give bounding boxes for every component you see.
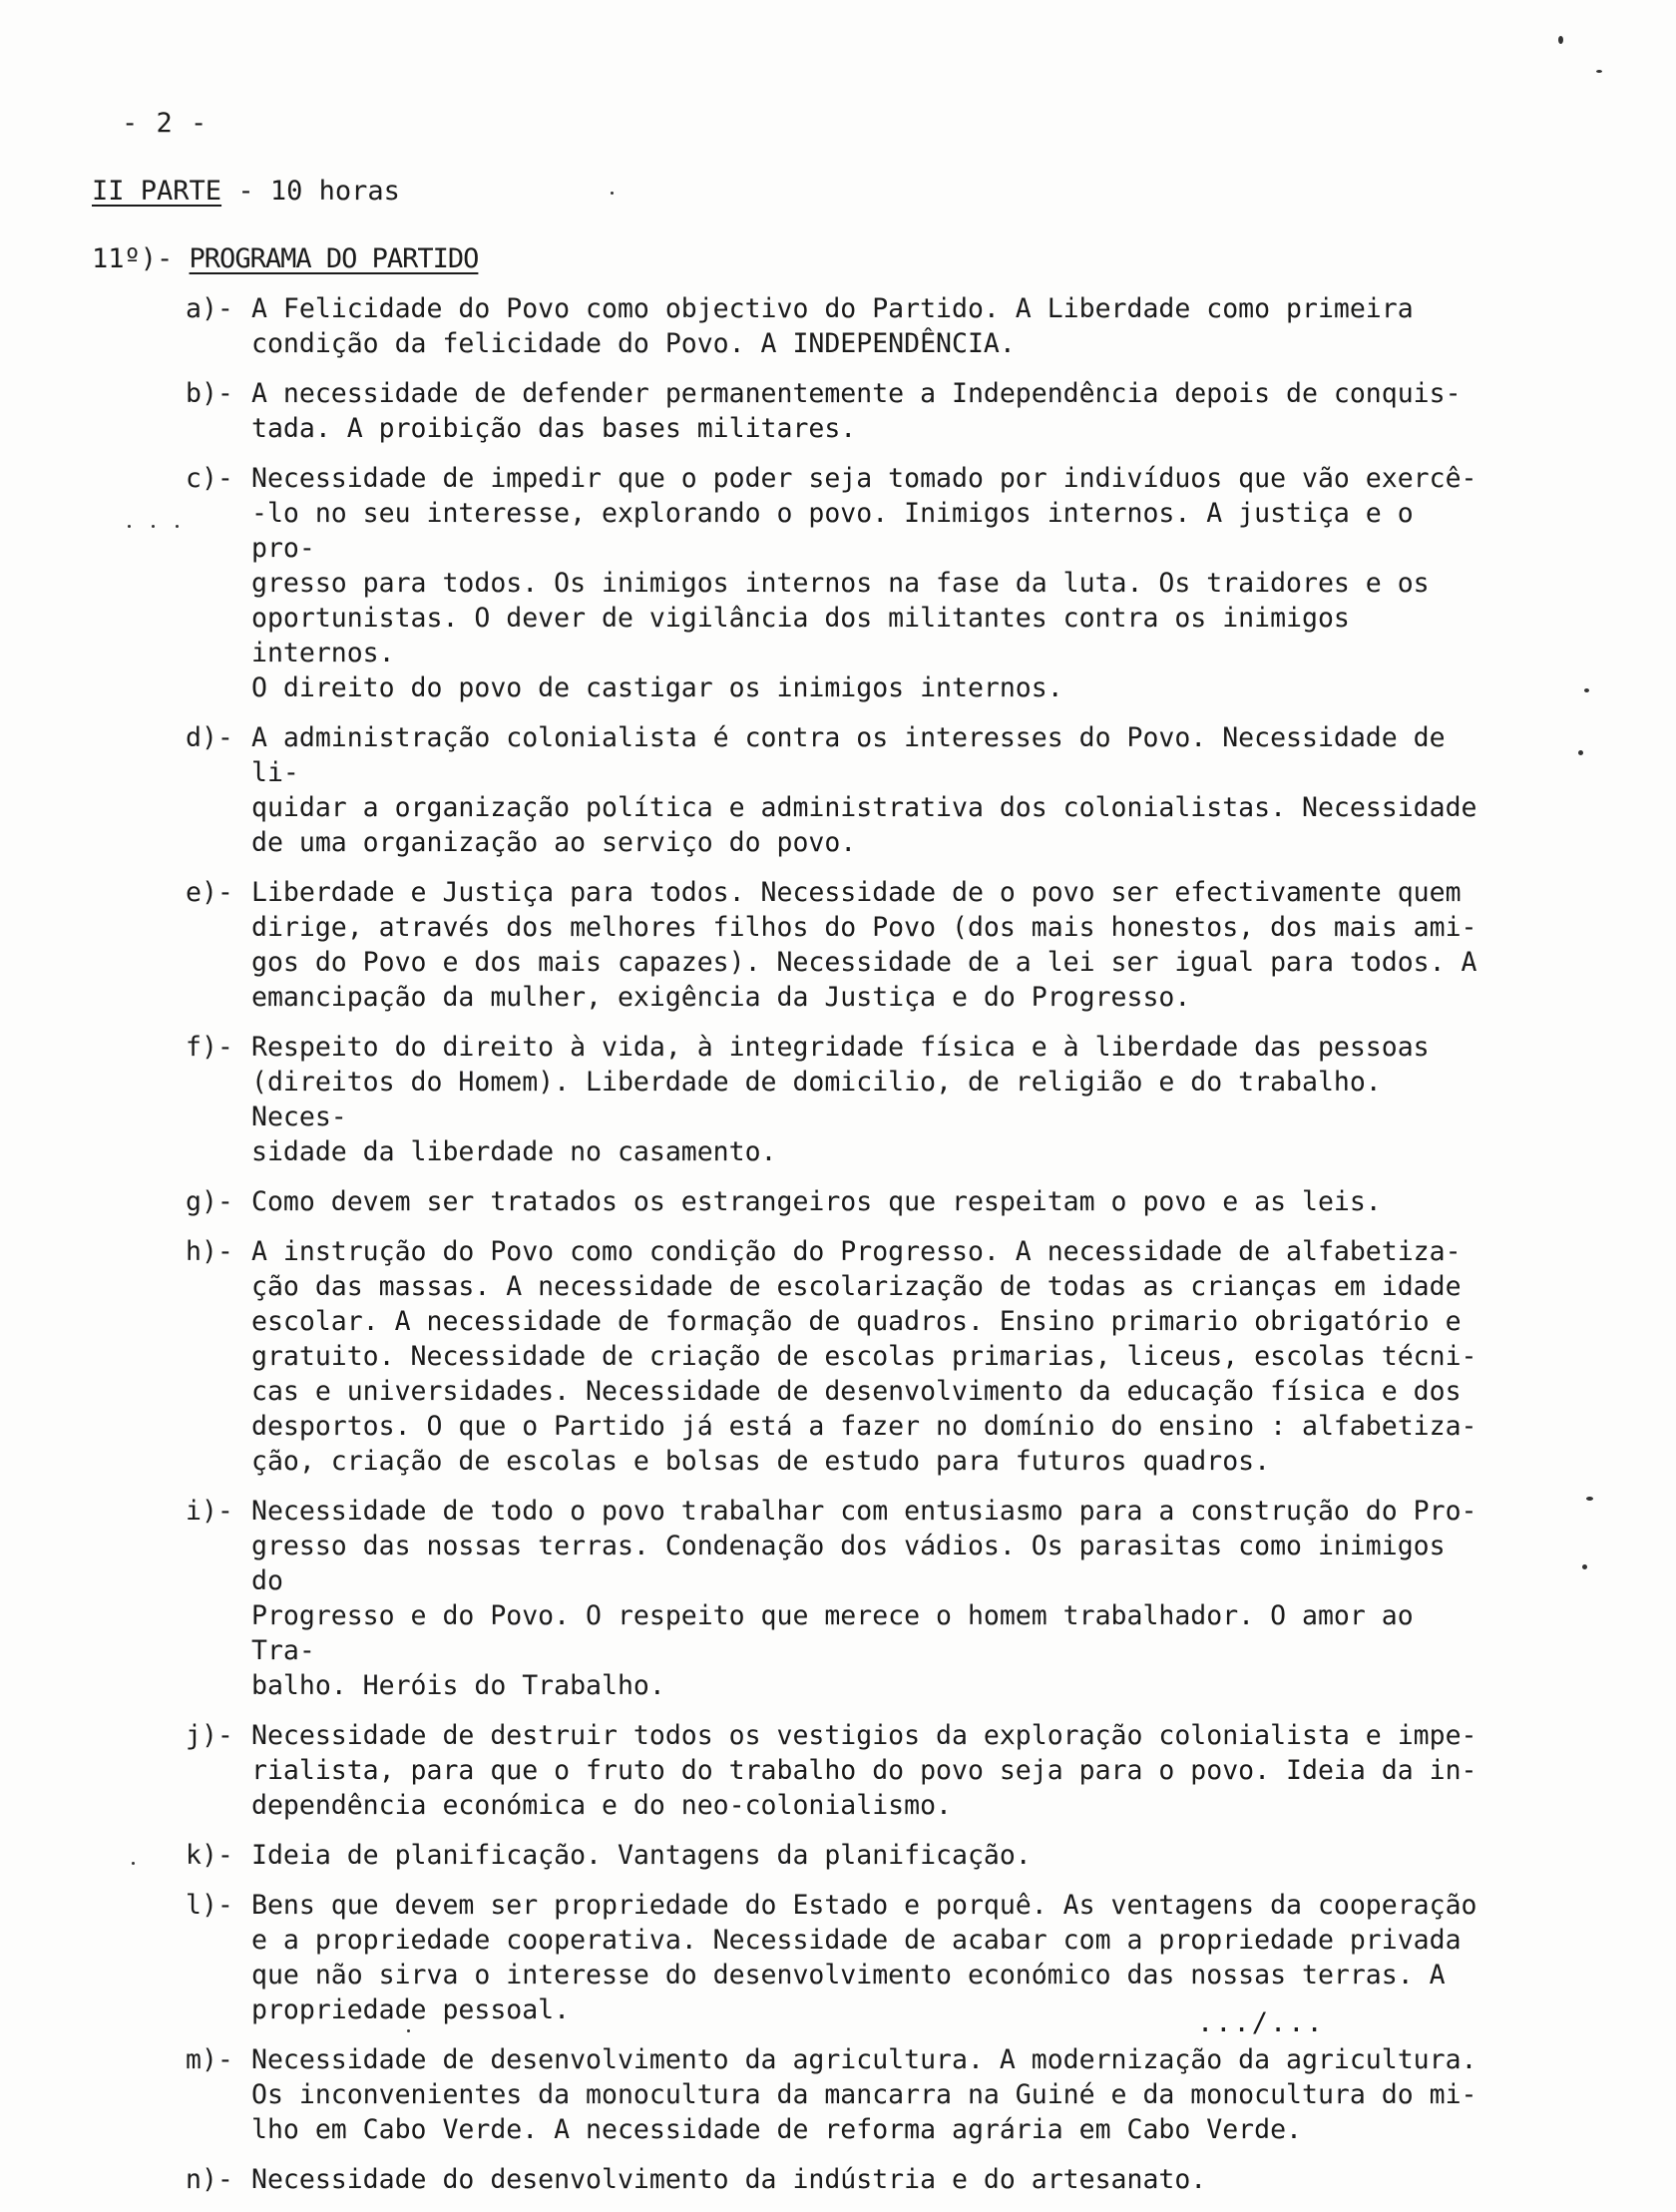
item-label: g)- (186, 1186, 233, 1217)
item-label: i)- (186, 1496, 233, 1527)
item-text: Liberdade e Justiça para todos. Necessidade de o povo ser efectivamente quem dirige, através dos melhores filhos do Povo (dos mais honestos, dos mais ami- gos do Povo e dos mais capazes). Necessidade de a lei ser igual para todos. A emancipação da mulher, exigência da Justiça e do Progresso. (251, 877, 1477, 1013)
item-label: d)- (186, 722, 233, 753)
section-number: 11º)- (92, 243, 174, 274)
scan-speck (1578, 750, 1583, 755)
program-item-d (186, 720, 1492, 860)
scan-speck (132, 1862, 135, 1865)
item-label: e)- (186, 877, 233, 908)
item-text: Ideia de planificação. Vantagens da planificação. (251, 1840, 1032, 1871)
program-item-c (186, 461, 1492, 705)
item-label: k)- (186, 1840, 233, 1871)
page-number: - 2 - (122, 108, 209, 139)
item-text: Necessidade de destruir todos os vestigios da exploração colonialista e impe- rialista, para que o fruto do trabalho do povo seja para o povo. Ideia da in- dependência económica e do neo-colonialismo. (251, 1720, 1477, 1821)
item-label: h)- (186, 1236, 233, 1267)
scan-speck (176, 525, 179, 528)
item-text: A instrução do Povo como condição do Progresso. A necessidade de alfabetiza- ção das massas. A necessidade de escolarização de todas as crianças em idade escolar. A necessidade de formação de quadros. Ensino primario obrigatório e gratuito. Necessidade de criação de escolas primarias, liceus, escolas técni- cas e universidades. Necessidade de desenvolvimento da educação física e dos desportos. O que o Partido já está a fazer no domínio do ensino : alfabetiza- ção, criação de escolas e bolsas de estudo para futuros quadros. (251, 1236, 1477, 1477)
program-item-f (186, 1030, 1492, 1169)
item-text: Necessidade de impedir que o poder seja tomado por indivíduos que vão exercê- -lo no seu interesse, explorando o povo. Inimigos internos. A justiça e o pro- gresso para todos. Os inimigos internos na fase da luta. Os traidores e os oportunistas. O dever de vigilância dos militantes contra os inimigos internos. O direito do povo de castigar os inimigos internos. (251, 463, 1477, 703)
section-heading (92, 243, 478, 274)
program-item-e (186, 875, 1492, 1015)
scan-speck (1596, 70, 1602, 73)
part-heading (92, 176, 400, 207)
continuation-mark: .../... (1197, 2007, 1325, 2038)
item-label: n)- (186, 2164, 233, 2195)
scan-speck (152, 525, 155, 528)
item-text: Necessidade de desenvolvimento da agricultura. A modernização da agricultura. Os inconvenientes da monocultura da mancarra na Guiné e da monocultura do mi- lho em Cabo Verde. A necessidade de reforma agrária em Cabo Verde. (251, 2044, 1477, 2145)
scan-speck (407, 2029, 410, 2032)
item-label: l)- (186, 1890, 233, 1921)
program-item-list (186, 291, 1492, 2212)
part-label: II PARTE (92, 176, 222, 207)
program-item-n (186, 2162, 1492, 2197)
part-duration: - 10 horas (237, 176, 400, 207)
program-item-h (186, 1234, 1492, 1479)
program-item-b (186, 376, 1492, 446)
item-text: A necessidade de defender permanentemente a Independência depois de conquis- tada. A proibição das bases militares. (251, 378, 1462, 444)
section-title: PROGRAMA DO PARTIDO (189, 243, 479, 274)
item-label: f)- (186, 1032, 233, 1063)
program-item-j (186, 1718, 1492, 1823)
scan-speck (1558, 36, 1563, 44)
program-item-k (186, 1838, 1492, 1873)
scan-speck (1584, 688, 1589, 692)
program-item-i (186, 1494, 1492, 1703)
item-label: a)- (186, 293, 233, 324)
item-text: Como devem ser tratados os estrangeiros que respeitam o povo e as leis. (251, 1186, 1382, 1217)
item-text: Necessidade do desenvolvimento da indústria e do artesanato. (251, 2164, 1207, 2195)
item-text: A administração colonialista é contra os interesses do Povo. Necessidade de li- quidar a organização política e administrativa dos colonialistas. Necessidade de uma organização ao serviço do povo. (251, 722, 1477, 858)
item-label: c)- (186, 463, 233, 494)
scan-speck (1586, 1497, 1593, 1501)
program-item-l (186, 1888, 1492, 2027)
item-label: j)- (186, 1720, 233, 1751)
item-text: Respeito do direito à vida, à integridade física e à liberdade das pessoas (direitos do Homem). Liberdade de domicilio, de religião e do trabalho. Neces- sidade da liberdade no casamento. (251, 1032, 1430, 1167)
program-item-a (186, 291, 1492, 361)
item-text: Bens que devem ser propriedade do Estado e porquê. As ventagens da cooperação e a propriedade cooperativa. Necessidade de acabar com a propriedade privada que não sirva o interesse do desenvolvimento económico das nossas terras. A propriedade pessoal. (251, 1890, 1477, 2025)
scan-speck (128, 525, 131, 528)
program-item-g (186, 1184, 1492, 1219)
item-label: b)- (186, 378, 233, 409)
item-text: A Felicidade do Povo como objectivo do Partido. A Liberdade como primeira condição da felicidade do Povo. A INDEPENDÊNCIA. (251, 293, 1414, 359)
scan-speck (1582, 1564, 1587, 1569)
program-item-m (186, 2042, 1492, 2147)
item-text: Necessidade de todo o povo trabalhar com entusiasmo para a construção do Pro- gresso das nossas terras. Condenação dos vádios. Os parasitas como inimigos do Progresso e do Povo. O respeito que merece o homem trabalhador. O amor ao Tra- balho. Heróis do Trabalho. (251, 1496, 1477, 1701)
scan-speck (611, 192, 614, 195)
item-label: m)- (186, 2044, 233, 2075)
